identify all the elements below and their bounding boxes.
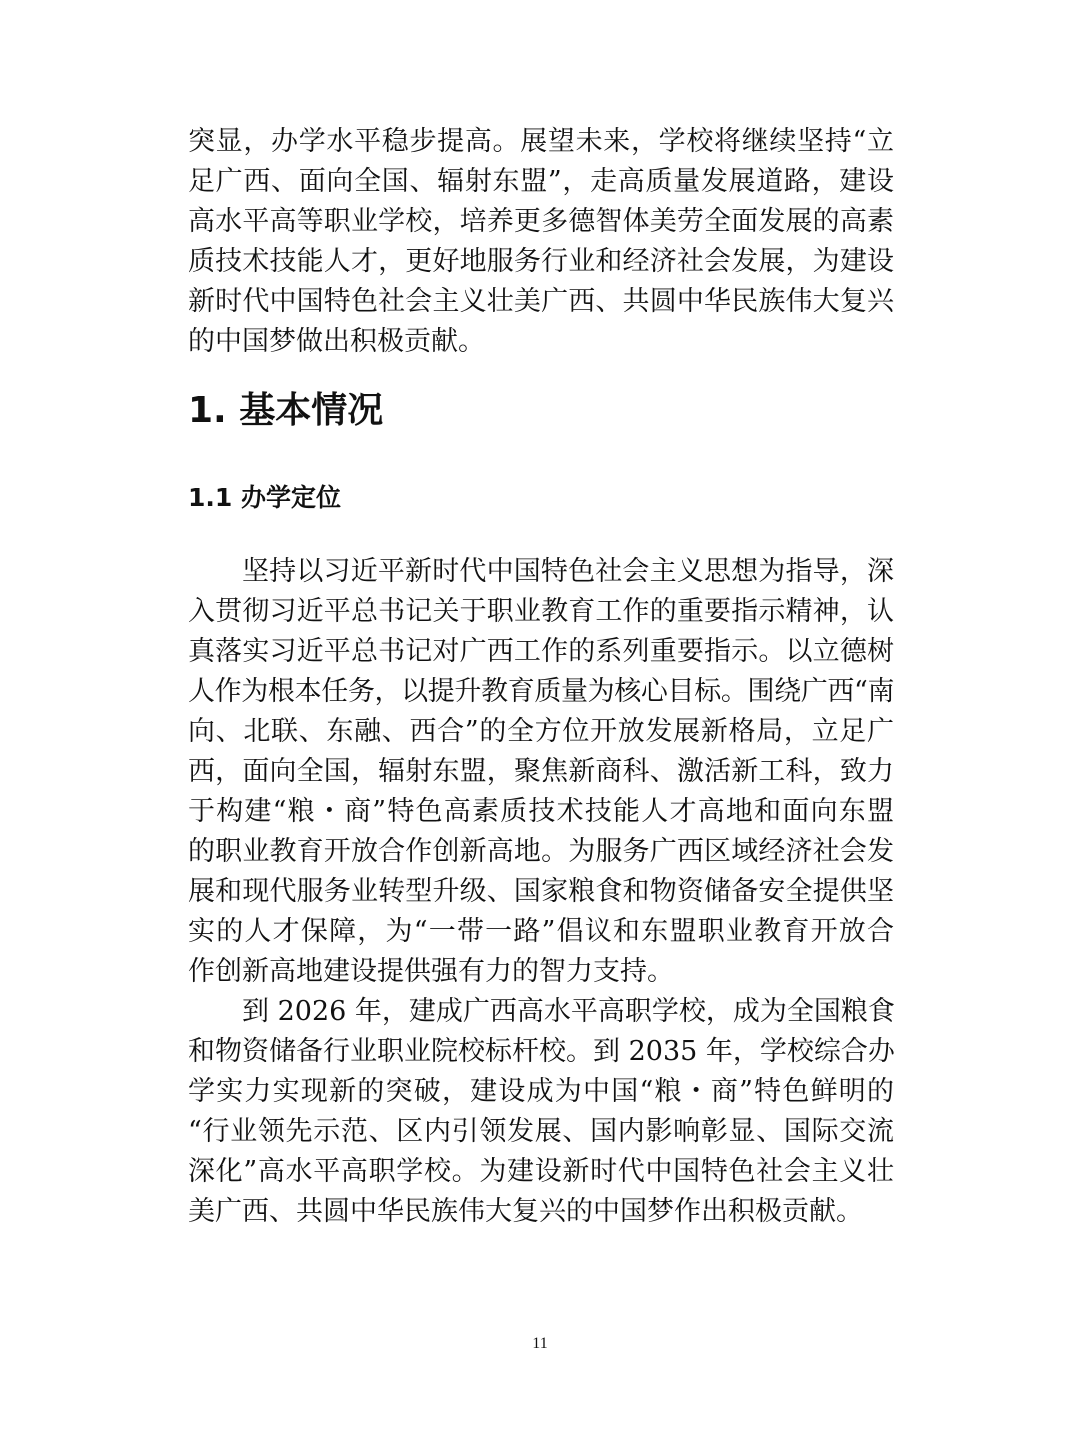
text-line: 的职业教育开放合作创新高地。为服务广西区域经济社会发 bbox=[188, 836, 894, 867]
text-line: 和物资储备行业职业院校标杆校。到 2035 年，学校综合办 bbox=[188, 1036, 895, 1067]
text-line: 新时代中国特色社会主义壮美广西、共圆中华民族伟大复兴 bbox=[188, 286, 894, 317]
text-line: 真落实习近平总书记对广西工作的系列重要指示。以立德树 bbox=[188, 636, 894, 667]
text-line: “行业领先示范、区内引领发展、国内影响彰显、国际交流 bbox=[188, 1116, 894, 1147]
text-line: 西，面向全国，辐射东盟，聚焦新商科、激活新工科，致力 bbox=[188, 756, 894, 787]
text-line: 突显，办学水平稳步提高。展望未来，学校将继续坚持“立 bbox=[188, 126, 894, 157]
text-line: 人作为根本任务，以提升教育质量为核心目标。围绕广西“南 bbox=[188, 676, 894, 707]
text-line: 足广西、面向全国、辐射东盟”，走高质量发展道路，建设 bbox=[188, 166, 894, 197]
text-line: 实的人才保障，为“一带一路”倡议和东盟职业教育开放合 bbox=[188, 916, 894, 947]
page-number: 11 bbox=[532, 1335, 548, 1352]
text-line: 到 2026 年，建成广西高水平高职学校，成为全国粮食 bbox=[242, 996, 895, 1027]
text-line: 质技术技能人才，更好地服务行业和经济社会发展，为建设 bbox=[188, 246, 894, 277]
text-line: 美广西、共圆中华民族伟大复兴的中国梦作出积极贡献。 bbox=[188, 1196, 863, 1227]
text-line: 坚持以习近平新时代中国特色社会主义思想为指导，深 bbox=[242, 556, 894, 587]
text-line: 于构建“粮・商”特色高素质技术技能人才高地和面向东盟 bbox=[188, 796, 894, 827]
text-line: 展和现代服务业转型升级、国家粮食和物资储备安全提供坚 bbox=[188, 876, 894, 907]
text-line: 入贯彻习近平总书记关于职业教育工作的重要指示精神，认 bbox=[188, 596, 894, 627]
text-line: 深化”高水平高职学校。为建设新时代中国特色社会主义壮 bbox=[188, 1156, 894, 1187]
text-line: 作创新高地建设提供强有力的智力支持。 bbox=[188, 956, 674, 987]
text-line: 学实力实现新的突破，建设成为中国“粮・商”特色鲜明的 bbox=[188, 1076, 894, 1107]
text-line: 的中国梦做出积极贡献。 bbox=[188, 326, 485, 357]
text-line: 高水平高等职业学校，培养更多德智体美劳全面发展的高素 bbox=[188, 206, 894, 237]
section-heading: 1. 基本情况 bbox=[188, 390, 384, 431]
text-line: 向、北联、东融、西合”的全方位开放发展新格局，立足广 bbox=[188, 716, 894, 747]
subsection-heading: 1.1 办学定位 bbox=[188, 483, 341, 512]
